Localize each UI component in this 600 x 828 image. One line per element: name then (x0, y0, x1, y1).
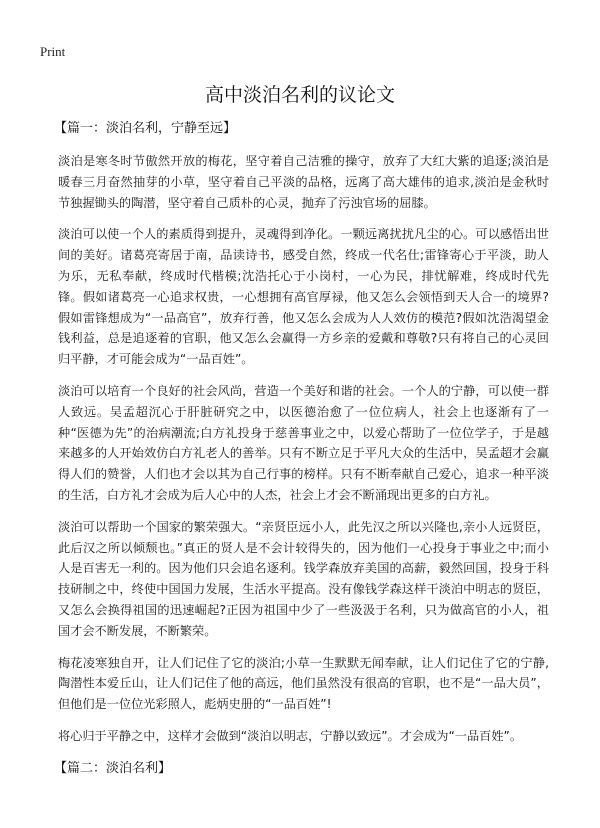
paragraph-2: 淡泊可以使一个人的素质得到提升，灵魂得到净化。一颗远离扰扰凡尘的心。可以感悟出世间的美好。诸葛亮寄居于南，品读诗书，感受自然，终成一代名仕;雷锋寄心于平淡，助人为乐，无私奉献，终成时代楷模;沈浩托心于小岗村，一心为民，排忧解难，终成时代先锋。假如诸葛亮一心追求权贵，一心想拥有高官厚禄，他又怎么会领悟到天人合一的境界?假如雷锋想成为“一品高官”，放弃行善，他又怎么会成为人人效仿的模范?假如沈浩渴望金钱利益，总是追逐着的官职，他又怎么会赢得一方乡亲的爱戴和尊敬?只有将自己的心灵回归平静，才可能会成为“一品百姓”。 (58, 227, 549, 367)
article-body (54, 118, 549, 791)
section-heading-1: 【篇一：淡泊名利，宁静至远】 (54, 121, 237, 136)
paragraph-4: 淡泊可以帮助一个国家的繁荣强大。“亲贤臣远小人，此先汉之所以兴隆也,亲小人远贤臣，此后汉之所以倾颓也。”真正的贤人是不会计较得失的，因为他们一心投身于事业之中;而小人是百害无一利的。因为他们只会追名逐利。钱学森放弃美国的高薪，毅然回国，投身于科技研制之中，终使中国国力发展，生活水平提高。没有像钱学森这样干淡泊中明志的贤臣，又怎么会换得祖国的迅速崛起?正因为祖国中少了一些汲汲于名利，只为做高官的小人，祖国才会不断发展，不断繁荣。 (58, 519, 549, 638)
paragraph-5: 梅花凌寒独自开，让人们记住了它的淡泊;小草一生默默无闻奉献，让人们记住了它的宁静,陶潜性本爱丘山，让人们记住了他的高远，他们虽然没有很高的官职，也不是“一品大员”，但他们是一位位光彩照人，彪炳史册的“一品百姓”! (58, 655, 549, 712)
print-link[interactable]: Print (40, 44, 66, 59)
paragraph-6: 将心归于平静之中，这样才会做到“淡泊以明志，宁静以致远”。才会成为“一品百姓”。 (58, 728, 523, 743)
page-title: 高中淡泊名利的议论文 (204, 84, 395, 106)
paragraph-3: 淡泊可以培育一个良好的社会风尚，营造一个美好和谐的社会。一个人的宁静，可以使一群人致远。吴孟超沉心于肝脏研究之中，以医德治愈了一位位病人，社会上也逐渐有了一种“医德为先”的治病潮流;白方礼投身于慈善事业之中，以爱心帮助了一位位学子，于是越来越多的人开始效仿白方礼老人的善举。只有不断立足于平凡大众的生活中，吴孟超才会赢得人们的赞誉，人们也才会以其为自己行事的榜样。只有不断奉献自己爱心，追求一种平淡的生活，白方礼才会成为后人心中的人杰，社会上才会不断涌现出更多的白方礼。 (58, 383, 549, 502)
paragraph-1: 淡泊是寒冬时节傲然开放的梅花，坚守着自己洁雅的操守，放弃了大红大紫的追逐;淡泊是暖春三月奋然抽芽的小草，坚守着自己平淡的品格，远离了高大雄伟的追求,淡泊是金秋时节独握锄头的陶潜，坚守着自己质朴的心灵，抛弃了污浊官场的屈膝。 (58, 154, 549, 210)
section-heading-2: 【篇二：淡泊名利】 (54, 760, 172, 776)
